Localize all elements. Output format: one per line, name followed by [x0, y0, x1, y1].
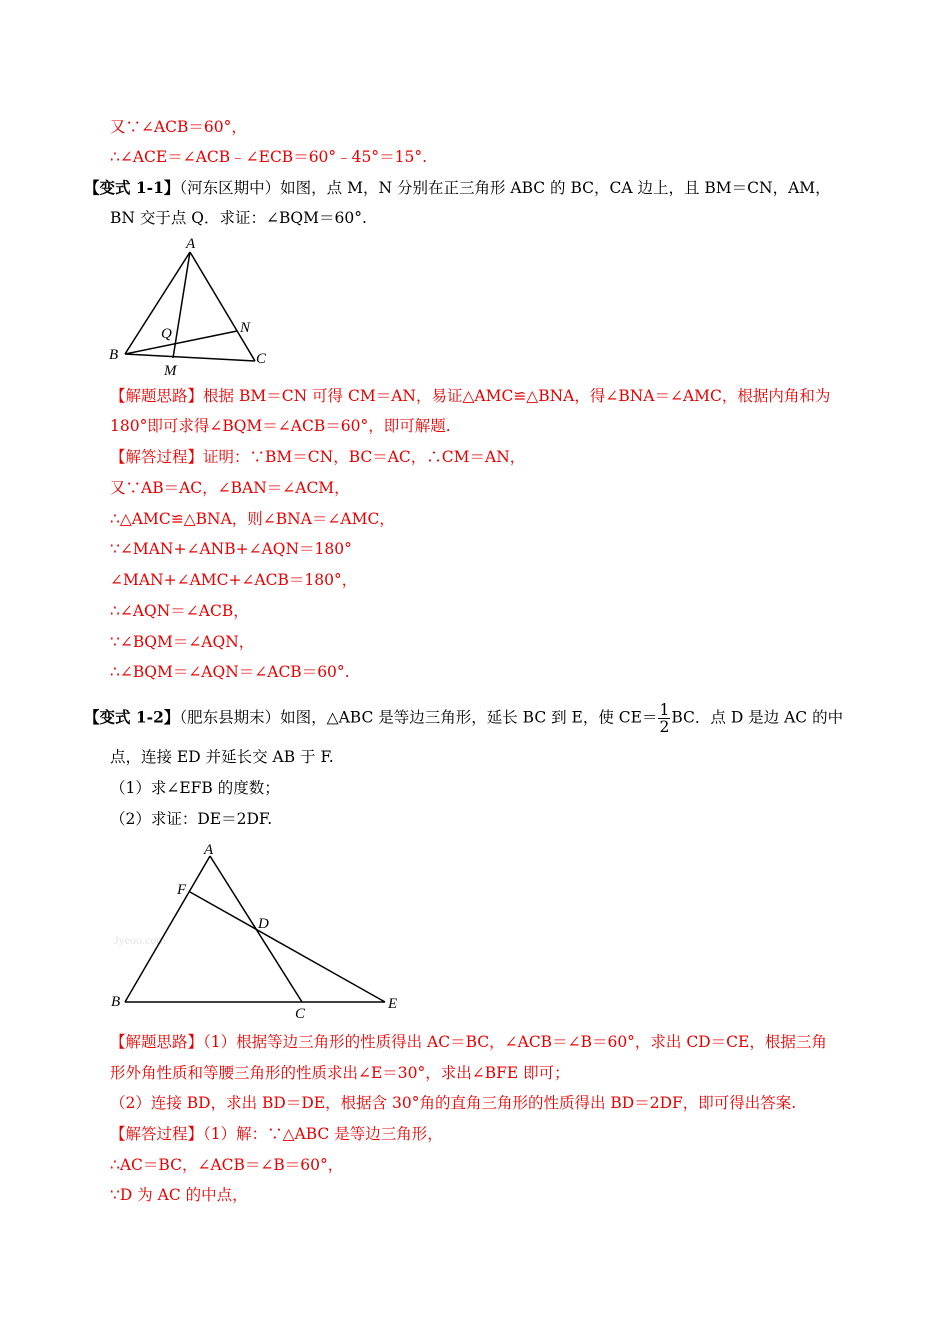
solution-line: ∴∠BQM＝∠AQN＝∠ACB＝60°. [110, 663, 350, 681]
solution-process: 【解答过程】（1）解：∵△ABC 是等边三角形， [110, 1125, 443, 1143]
solution-line: ∵∠MAN+∠ANB+∠AQN＝180° [110, 540, 352, 558]
solution-line: ∴∠AQN＝∠ACB， [110, 602, 249, 620]
question-1: （1）求∠EFB 的度数； [110, 779, 280, 797]
solution-line: ∵∠BQM＝∠AQN， [110, 633, 255, 651]
label-M: M [164, 363, 177, 379]
problem-text: 点，连接 ED 并延长交 AB 于 F. [110, 748, 334, 766]
label-B: B [109, 347, 119, 363]
problem-variant-1-1 [84, 177, 831, 199]
segment-AB [125, 856, 210, 1002]
label-Q: Q [161, 326, 172, 342]
problem-text: BC．点 D 是边 AC 的中 [671, 708, 844, 727]
triangle-figure-2 [100, 838, 410, 1023]
label-D: D [258, 916, 269, 932]
triangle-figure-1 [100, 234, 290, 379]
segment-AC [190, 252, 255, 361]
solution-line: 又∵AB＝AC，∠BAN＝∠ACM， [110, 479, 350, 497]
label-A: A [186, 236, 196, 252]
label-B: B [111, 994, 121, 1010]
fraction-one-half: $\frac{1}{2}$ [659, 701, 670, 736]
label-F: F [177, 882, 187, 898]
problem-text: （河东区期中）如图，点 M，N 分别在正三角形 ABC 的 BC，CA 边上，且 BM＝CN，AM， [179, 179, 831, 197]
label-C: C [295, 1006, 306, 1022]
solution-line: ∵D 为 AC 的中点， [110, 1186, 248, 1204]
solution-line: 180°即可求得∠BQM＝∠ACB＝60°，即可解题. [110, 417, 451, 435]
solution-line: ∠MAN+∠AMC+∠ACB＝180°， [110, 571, 358, 589]
problem-text: BN 交于点 Q．求证：∠BQM＝60°. [110, 209, 367, 227]
variant-tag: 【变式 1-2】 [84, 707, 180, 727]
solution-idea: 【解题思路】根据 BM＝CN 可得 CM＝AN，易证△AMC≌△BNA，得∠BNA＝∠AMC，根据内角和为 [110, 387, 831, 405]
problem-variant-1-2 [84, 702, 843, 735]
section-tag: 【解答过程】 [110, 448, 204, 466]
label-N: N [240, 320, 251, 336]
watermark: Jyeoo.com [114, 933, 166, 947]
question-2: （2）求证：DE＝2DF. [110, 810, 273, 828]
solution-line: ∴∠ACE＝∠ACB﹣∠ECB＝60°﹣45°＝15°. [110, 148, 428, 166]
variant-tag: 【变式 1-1】 [84, 178, 180, 197]
solution-process: 【解答过程】证明：∵BM＝CN，BC＝AC，∴CM＝AN， [110, 448, 526, 466]
label-A: A [204, 842, 214, 858]
section-tag: 【解题思路】 [110, 387, 204, 405]
solution-line: ∴△AMC≌△BNA，则∠BNA＝∠AMC， [110, 510, 395, 528]
solution-line: 形外角性质和等腰三角形的性质求出∠E＝30°，求出∠BFE 即可； [110, 1064, 570, 1082]
segment-AB [125, 252, 190, 354]
solution-line: （2）连接 BD，求出 BD＝DE，根据含 30°角的直角三角形的性质得出 BD＝2DF，即可得出答案. [110, 1094, 797, 1112]
solution-idea: 【解题思路】（1）根据等边三角形的性质得出 AC＝BC，∠ACB＝∠B＝60°，求出 CD＝CE，根据三角 [110, 1033, 827, 1051]
solution-line: 又∵∠ACB＝60°， [110, 118, 247, 136]
segment-BN [125, 331, 237, 354]
section-tag: 【解答过程】 [110, 1125, 204, 1143]
label-C: C [256, 351, 267, 367]
label-E: E [388, 996, 398, 1012]
problem-text: （肥东县期末）如图，△ABC 是等边三角形，延长 BC 到 E，使 CE＝ [179, 708, 658, 727]
solution-line: ∴AC＝BC，∠ACB＝∠B＝60°， [110, 1156, 344, 1174]
segment-BC [125, 354, 255, 361]
section-tag: 【解题思路】 [110, 1033, 204, 1051]
segment-FE [190, 892, 385, 1002]
